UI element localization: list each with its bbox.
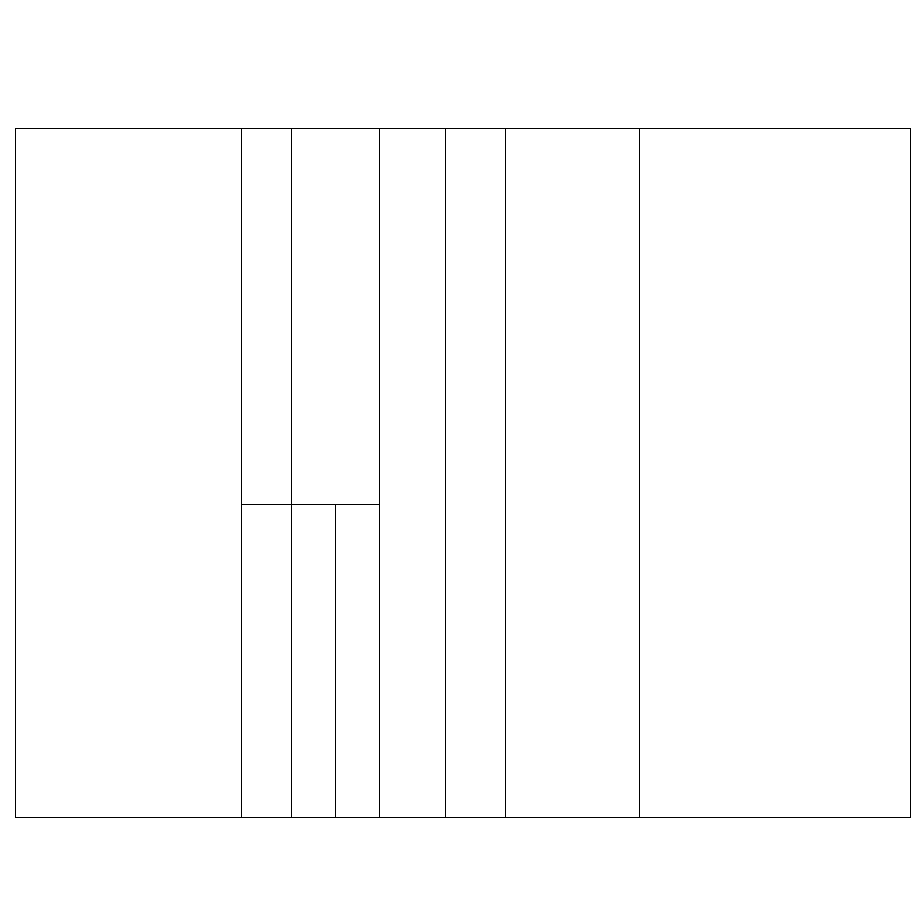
header-length-unit xyxy=(242,504,292,817)
header-tube-color xyxy=(446,129,506,818)
header-dimension xyxy=(292,129,380,505)
spec-table xyxy=(15,128,911,818)
header-d1 xyxy=(292,504,336,817)
header-torch xyxy=(640,129,911,818)
header-d2 xyxy=(336,504,380,817)
spec-table-body xyxy=(16,129,911,818)
header-shape xyxy=(16,129,242,818)
header-part-number xyxy=(506,129,640,818)
header-wire-diameter xyxy=(380,129,446,818)
header-length xyxy=(242,129,292,505)
